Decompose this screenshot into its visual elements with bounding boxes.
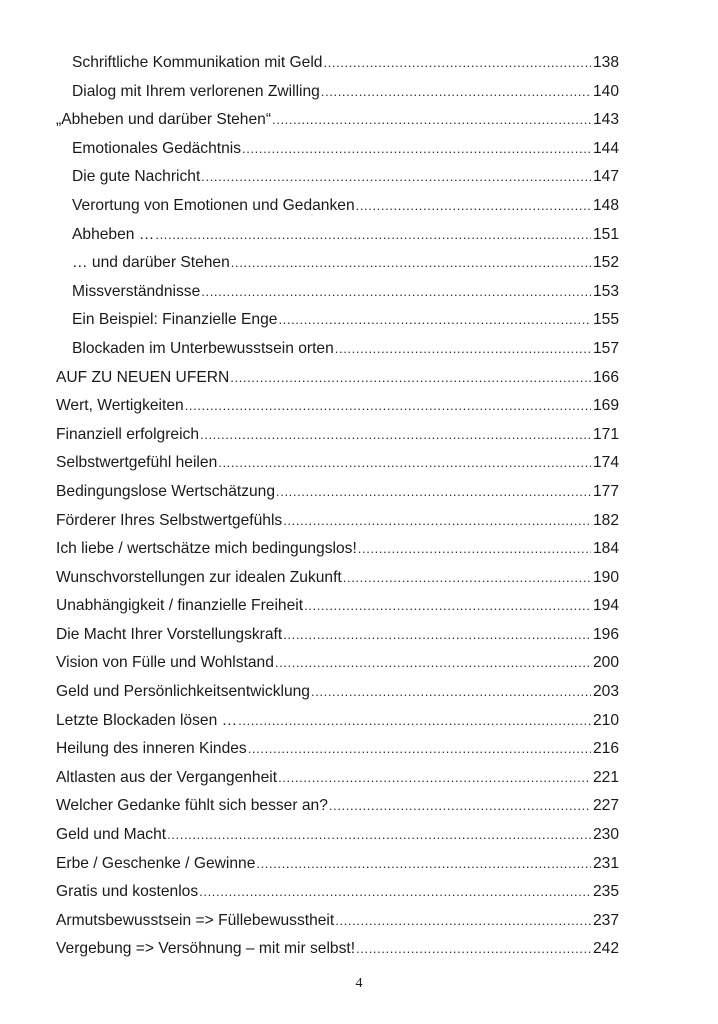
toc-entry-page: 166 — [592, 368, 619, 386]
toc-entry-page: 227 — [592, 797, 619, 815]
toc-entry-page: 153 — [592, 282, 619, 300]
toc-entry[interactable] — [56, 192, 619, 221]
toc-entry-title: Altlasten aus der Vergangenheit — [56, 768, 278, 786]
toc-entry[interactable] — [56, 792, 619, 821]
toc-entry-page: 140 — [592, 82, 619, 100]
toc-dot-leader — [278, 764, 591, 793]
toc-entry-page: 155 — [592, 311, 619, 329]
toc-entry-title: Letzte Blockaden lösen … — [56, 711, 238, 729]
toc-entry-page: 237 — [592, 911, 619, 929]
toc-dot-leader — [283, 621, 591, 650]
toc-entry-page: 143 — [592, 111, 619, 129]
toc-entry-title: Selbstwertgefühl heilen — [56, 454, 218, 472]
toc-dot-leader — [356, 192, 591, 221]
toc-entry[interactable] — [56, 878, 619, 907]
toc-entry-page: 152 — [592, 254, 619, 272]
toc-entry-title: Armutsbewusstsein => Füllebewusstheit — [56, 911, 335, 929]
toc-entry[interactable] — [56, 163, 619, 192]
toc-entry-title: Die Macht Ihrer Vorstellungskraft — [56, 625, 283, 643]
toc-entry-title: AUF ZU NEUEN UFERN — [56, 368, 230, 386]
toc-entry-page: 194 — [592, 597, 619, 615]
toc-entry[interactable] — [56, 678, 619, 707]
toc-dot-leader — [167, 821, 591, 850]
toc-entry[interactable] — [56, 49, 619, 78]
toc-entry[interactable] — [56, 478, 619, 507]
toc-dot-leader — [199, 878, 591, 907]
toc-entry-page: 200 — [592, 654, 619, 672]
toc-entry-title: Förderer Ihres Selbstwertgefühls — [56, 511, 283, 529]
toc-dot-leader — [201, 163, 591, 192]
toc-dot-leader — [275, 649, 591, 678]
toc-entry-page: 216 — [592, 740, 619, 758]
toc-dot-leader — [272, 106, 591, 135]
toc-entry-page: 174 — [592, 454, 619, 472]
toc-entry-title: Geld und Macht — [56, 826, 167, 844]
toc-entry[interactable] — [56, 335, 619, 364]
toc-dot-leader — [278, 306, 591, 335]
toc-dot-leader — [329, 792, 591, 821]
toc-entry-page: 221 — [592, 768, 619, 786]
toc-entry-page: 230 — [592, 826, 619, 844]
toc-dot-leader — [218, 449, 591, 478]
toc-entry-title: Finanziell erfolgreich — [56, 425, 200, 443]
toc-entry-title: Dialog mit Ihrem verlorenen Zwilling — [72, 82, 320, 100]
toc-entry-page: 184 — [592, 540, 619, 558]
toc-dot-leader — [304, 592, 591, 621]
toc-entry-page: 177 — [592, 482, 619, 500]
toc-entry-title: Gratis und kostenlos — [56, 883, 199, 901]
page-number: 4 — [355, 976, 363, 991]
toc-dot-leader — [200, 421, 591, 450]
toc-entry-title: Emotionales Gedächtnis — [72, 139, 242, 157]
toc-entry[interactable] — [56, 649, 619, 678]
toc-entry[interactable] — [56, 907, 619, 936]
toc-entry-title: Vergebung => Versöhnung – mit mir selbst! — [56, 940, 356, 958]
toc-entry[interactable] — [56, 535, 619, 564]
toc-entry-title: Bedingungslose Wertschätzung — [56, 482, 276, 500]
toc-entry-page: 169 — [592, 397, 619, 415]
toc-entry-title: „Abheben und darüber Stehen“ — [56, 111, 272, 129]
toc-entry[interactable] — [56, 106, 619, 135]
toc-entry-page: 157 — [592, 339, 619, 357]
toc-entry[interactable] — [56, 507, 619, 536]
toc-entry-page: 242 — [592, 940, 619, 958]
toc-dot-leader — [155, 221, 591, 250]
toc-entry-title: Wunschvorstellungen zur idealen Zukunft — [56, 568, 342, 586]
toc-entry[interactable] — [56, 364, 619, 393]
toc-entry-page: 151 — [592, 225, 619, 243]
toc-dot-leader — [311, 678, 591, 707]
toc-entry-page: 196 — [592, 625, 619, 643]
toc-dot-leader — [242, 135, 591, 164]
toc-dot-leader — [230, 364, 591, 393]
toc-entry[interactable] — [56, 592, 619, 621]
toc-entry-title: Geld und Persönlichkeitsentwicklung — [56, 683, 310, 701]
toc-entry-title: Erbe / Geschenke / Gewinne — [56, 854, 256, 872]
toc-entry-title: Abheben … — [72, 225, 155, 243]
toc-entry[interactable] — [56, 621, 619, 650]
toc-dot-leader — [276, 478, 591, 507]
toc-entry-title: Unabhängigkeit / finanzielle Freiheit — [56, 597, 304, 615]
toc-entry-title: Ein Beispiel: Finanzielle Enge — [72, 311, 278, 329]
table-of-contents — [56, 49, 619, 964]
toc-entry-title: Verortung von Emotionen und Gedanken — [72, 196, 355, 214]
toc-entry-title: Welcher Gedanke fühlt sich besser an? — [56, 797, 328, 815]
toc-entry[interactable] — [56, 564, 619, 593]
toc-dot-leader — [256, 850, 591, 879]
toc-dot-leader — [343, 564, 591, 593]
toc-entry-page: 138 — [592, 54, 619, 71]
toc-dot-leader — [185, 392, 591, 421]
toc-entry-title: Schriftliche Kommunikation mit Geld — [72, 54, 323, 71]
toc-dot-leader — [358, 535, 591, 564]
toc-dot-leader — [356, 935, 591, 964]
toc-entry[interactable] — [56, 735, 619, 764]
toc-entry-title: Wert, Wertigkeiten — [56, 397, 184, 415]
toc-entry[interactable] — [56, 278, 619, 307]
toc-entry-page: 235 — [592, 883, 619, 901]
toc-entry-title: … und darüber Stehen — [72, 254, 230, 272]
toc-entry[interactable] — [56, 249, 619, 278]
toc-entry-page: 231 — [592, 854, 619, 872]
toc-entry[interactable] — [56, 392, 619, 421]
toc-entry-title: Die gute Nachricht — [72, 168, 201, 186]
toc-entry-title: Blockaden im Unterbewusstsein orten — [72, 339, 334, 357]
toc-entry-page: 210 — [592, 711, 619, 729]
toc-dot-leader — [248, 735, 591, 764]
toc-entry[interactable] — [56, 821, 619, 850]
toc-entry[interactable] — [56, 764, 619, 793]
toc-dot-leader — [335, 907, 591, 936]
toc-entry-page: 182 — [592, 511, 619, 529]
toc-entry-page: 147 — [592, 168, 619, 186]
toc-dot-leader — [201, 278, 591, 307]
toc-entry[interactable] — [56, 449, 619, 478]
toc-entry[interactable] — [56, 78, 619, 107]
toc-entry-page: 148 — [592, 196, 619, 214]
toc-entry-title: Ich liebe / wertschätze mich bedingungslos! — [56, 540, 357, 558]
toc-entry[interactable] — [56, 707, 619, 736]
toc-dot-leader — [321, 78, 591, 107]
toc-dot-leader — [231, 249, 591, 278]
toc-dot-leader — [238, 707, 591, 736]
toc-entry-page: 203 — [592, 683, 619, 701]
toc-entry-page: 171 — [592, 425, 619, 443]
toc-entry-title: Vision von Fülle und Wohlstand — [56, 654, 274, 672]
toc-entry-title: Missverständnisse — [72, 282, 201, 300]
toc-entry[interactable] — [56, 135, 619, 164]
toc-dot-leader — [283, 507, 591, 536]
toc-dot-leader — [323, 49, 591, 78]
toc-entry[interactable] — [56, 306, 619, 335]
toc-dot-leader — [335, 335, 591, 364]
toc-entry[interactable] — [56, 421, 619, 450]
toc-entry-page: 144 — [592, 139, 619, 157]
toc-entry[interactable] — [56, 935, 619, 964]
toc-entry-page: 190 — [592, 568, 619, 586]
toc-entry[interactable] — [56, 221, 619, 250]
toc-entry[interactable] — [56, 850, 619, 879]
toc-entry-title: Heilung des inneren Kindes — [56, 740, 247, 758]
